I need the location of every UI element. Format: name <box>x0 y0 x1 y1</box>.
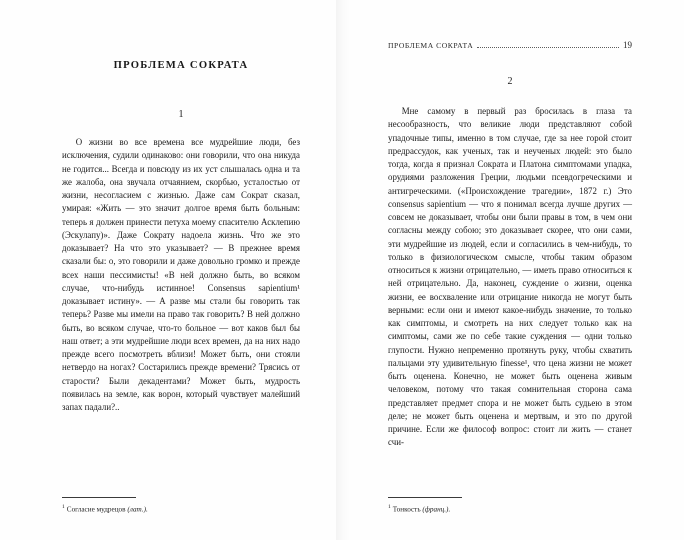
footnote-marker: 1 <box>388 503 391 510</box>
right-page <box>342 0 684 540</box>
running-head-title: ПРОБЛЕМА СОКРАТА <box>388 41 474 50</box>
footnote-line <box>388 502 632 514</box>
footnote-text: Тонкость <box>392 505 421 513</box>
right-page-footnote <box>388 497 632 514</box>
footnote-marker: 1 <box>62 503 65 510</box>
right-page-body <box>388 105 632 450</box>
chapter-title: ПРОБЛЕМА СОКРАТА <box>113 60 249 71</box>
footnote-rule <box>62 497 136 498</box>
footnote-rule <box>388 497 462 498</box>
footnote-language: (франц.). <box>422 505 451 513</box>
page-number: 19 <box>623 40 632 50</box>
paragraph: О жизни во все времена все мудрейшие люди, без исключения, судили одинаково: они говорили, что она никуда не годится... Всегда и повсюду из их уст слышалась одна и та же жалоба, она звучала отчаянием, скорбью, усталостью от жизни, несогласием с жизнью. Даже сам Сократ сказал, умирая: «Жить — это значит долгое время быть больным: теперь я должен принести петуха моему спасителю Асклепию (Эскулапу)». Даже Сократу надоела жизнь. Что же это доказывает? На что это указывает? — В прежнее время сказали бы: о, это говорили и даже довольно громко и прежде всех наши пессимисты! «В ней должно быть, во всяком случае, что-нибудь истинное! Consensus sapientium¹ доказывает истину». — А разве мы стали бы говорить так теперь? Разве мы имели на право так говорить? В ней должно быть, во всяком случае, что-то больное — вот каков был бы наш ответ; а эти мудрейшие люди всех времен, да на них надо прежде всего посмотреть вблизи! Может быть, они стояли нетвердо на ногах? Состарились прежде времени? Трясись от старости? Были декадентами? Может быть, мудрость появилась на земле, как ворон, который чувствует малейший запах падали?.. <box>62 137 300 412</box>
running-head <box>388 40 632 50</box>
section-number-left: 1 <box>178 109 184 120</box>
footnote-line <box>62 502 300 514</box>
left-page-footnote <box>62 497 300 514</box>
footnote-language: (лат.). <box>127 505 148 513</box>
section-number-right: 2 <box>507 76 513 87</box>
paragraph: Мне самому в первый раз бросилась в глаза та несообразность, что великие люди представляют собой упадочные типы, именно в том случае, где за нее горой стоит предрассудок, как ученых, так и неученых людей: это было тогда, когда я признал Сократа и Платона симптомами упадка, орудиями разложения Греции, людьми псевдогреческими и антигреческими. («Происхождение трагедии», 1872 г.) Это consensus sapientium — что я понимал всегда лучше других — совсем не доказывает, чтобы они были правы в том, в чем они согласны между собою; это доказывает скорее, что они сами, эти мудрейшие из людей, если и согласились в чем-нибудь, то только в физиологическом смысле, чтобы таким образом относиться к жизни отрицательно, — иметь право относиться к ней отрицательно. Да, наконец, суждение о жизни, оценка жизни, ее восхваление или отрицание никогда не могут быть верными: если они и имеют какое-нибудь значение, то только как симптомы, и смотреть на них следует только как на симптомы, сами же по себе такие суждения — одни только глупости. Нужно непременно протянуть руку, чтобы схватить пальцами эту удивительную finesse¹, что цена жизни не может быть оценена. Конечно, не может быть оценена живым человеком, потому что такая сомнительная сторона сама представляет предмет спора и не может быть судьею в этом деле; не может быть оценена и мертвым, и это по другой причине. Если же философ вопрос: стоит ли жить — станет счи- <box>388 106 632 448</box>
left-page-body <box>62 136 300 414</box>
footnote-text: Согласие мудрецов <box>66 505 126 513</box>
running-head-dots <box>477 46 619 48</box>
